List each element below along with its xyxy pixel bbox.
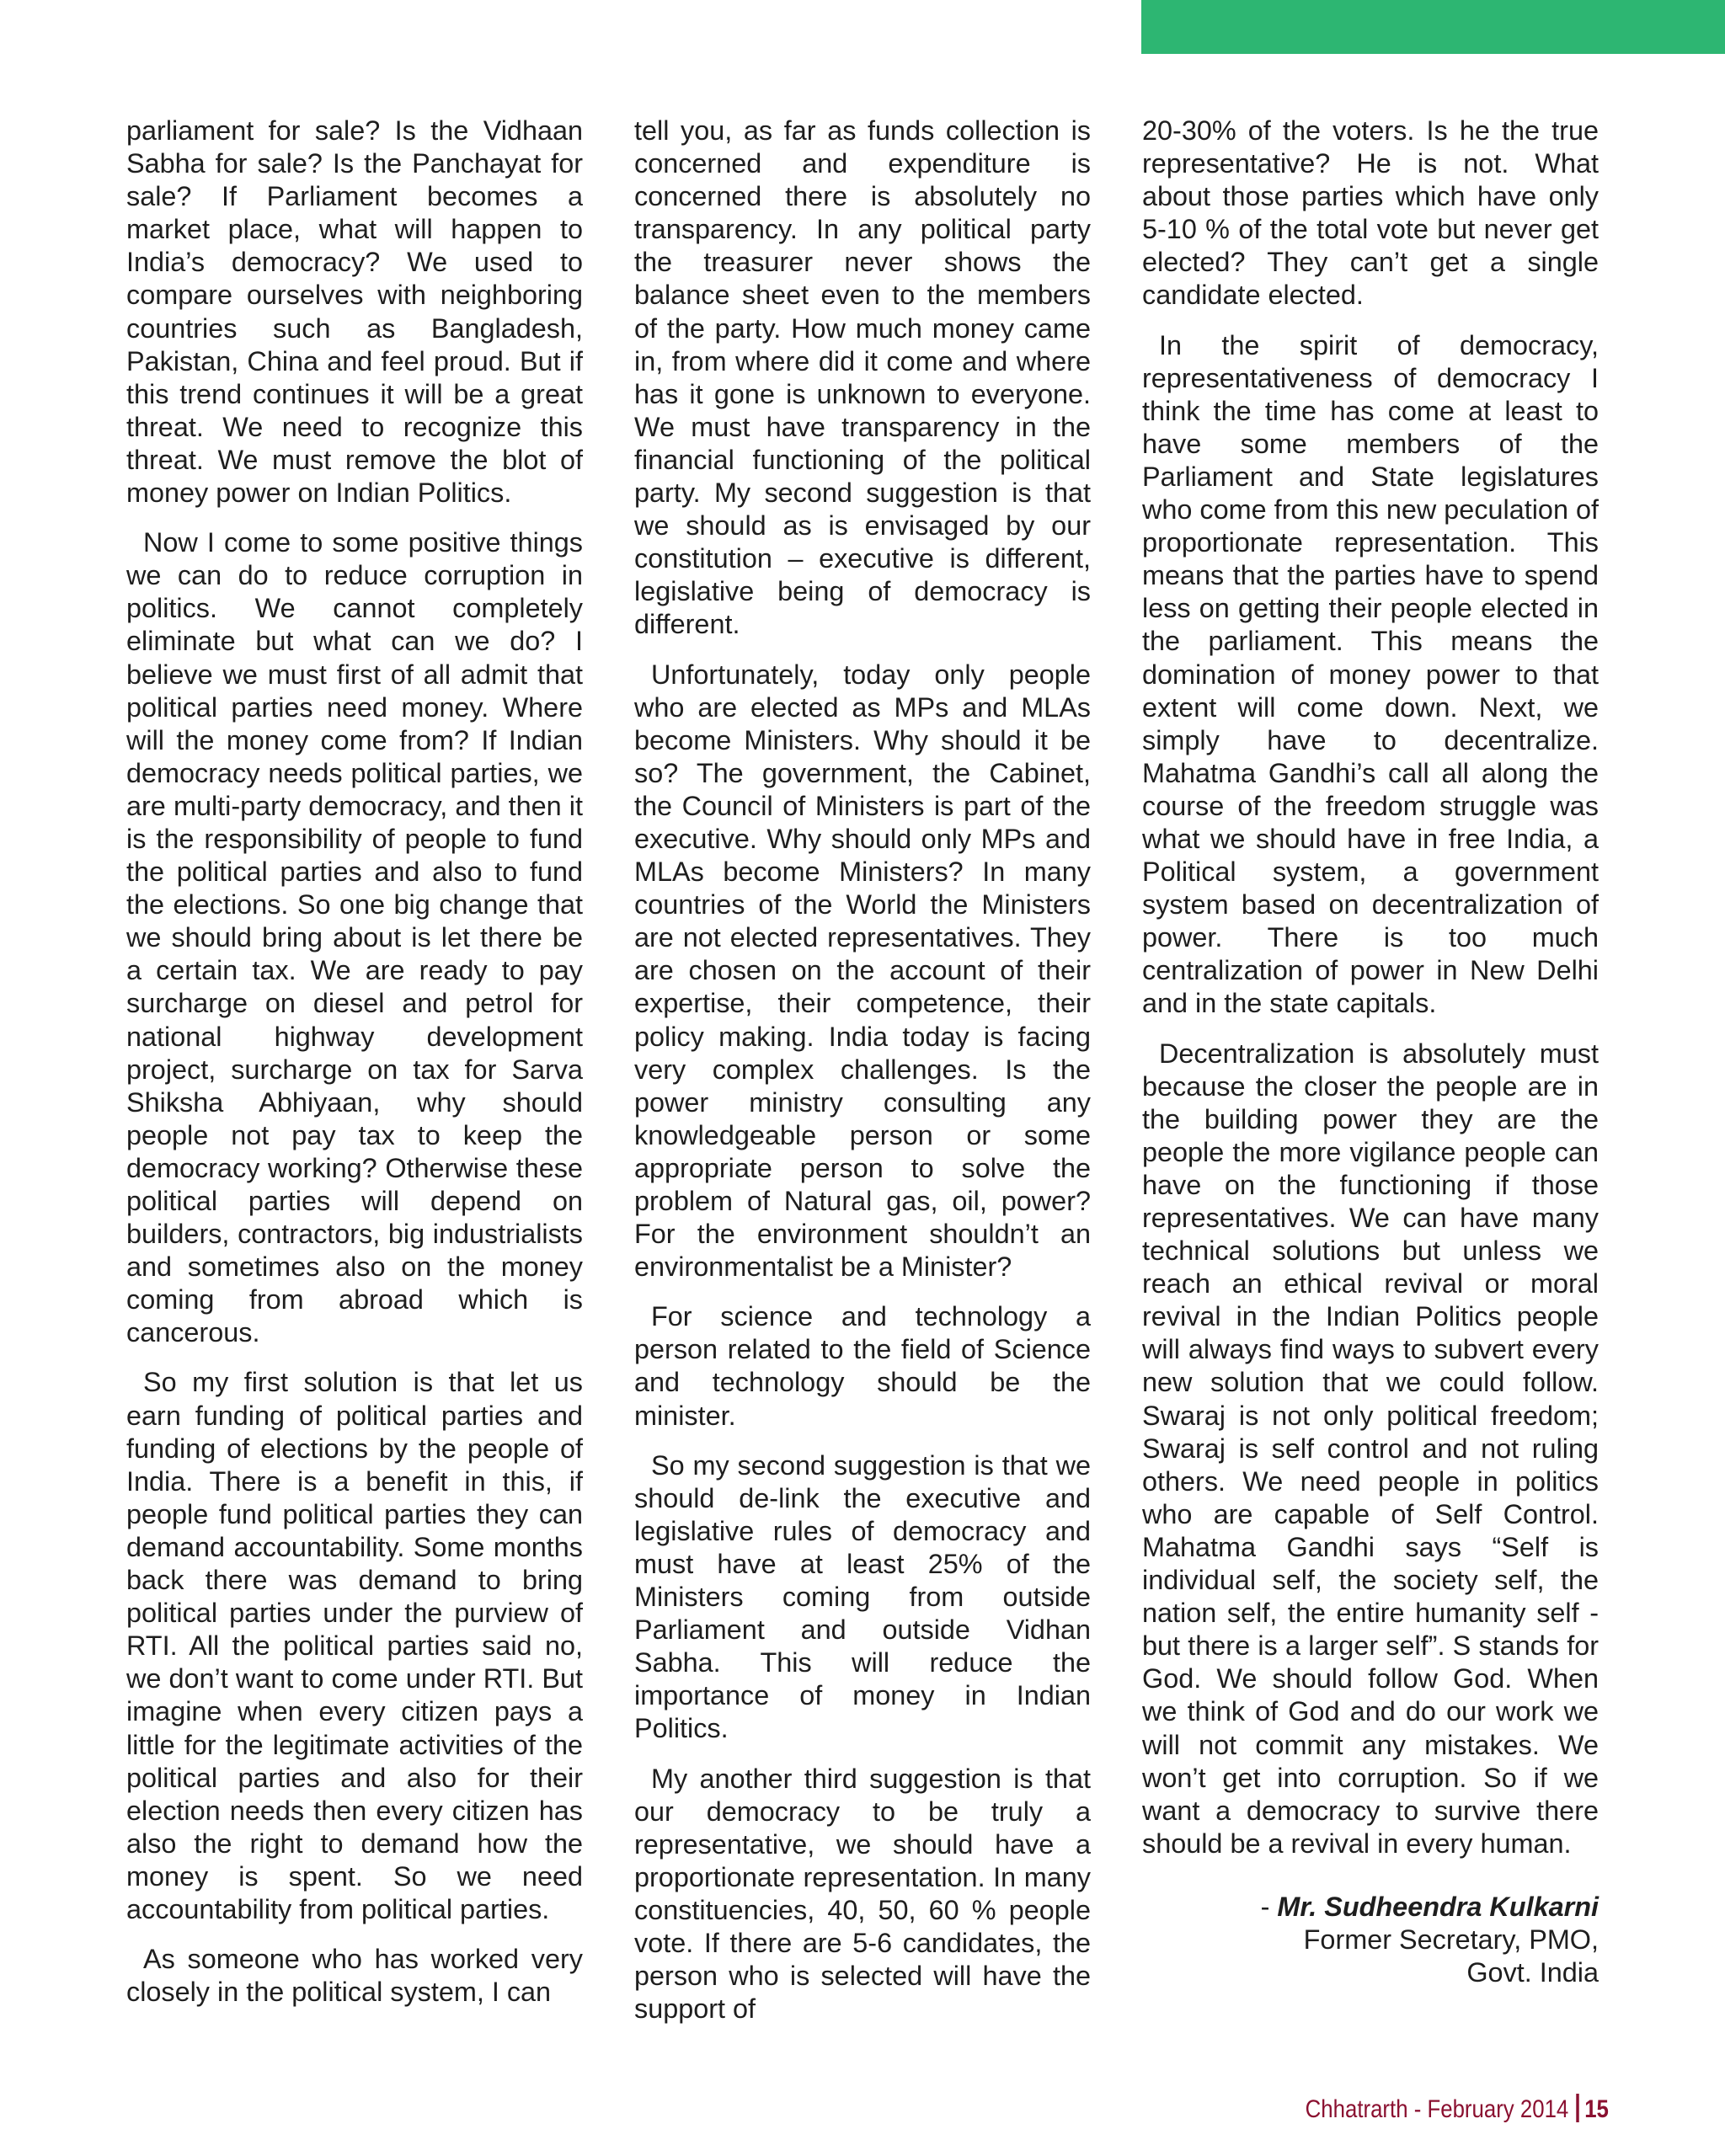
author-signature bbox=[1142, 1891, 1599, 1989]
paragraph: Unfortunately, today only people who are elected as MPs and MLAs become Ministers. Why should it be so? The government, the Cabinet, the Council of Ministers is part of the executive. Why should only MPs and MLAs become Ministers? In many countries of the World the Ministers are not elected representatives. They are chosen on the account of their expertise, their competence, their policy making. India today is facing very complex challenges. Is the power ministry consulting any knowledgeable person or some appropriate person to solve the problem of Natural gas, oil, power? For the environment shouldn’t an environmentalist be a Minister? bbox=[634, 659, 1091, 1283]
page-number: 15 bbox=[1584, 2095, 1609, 2123]
page-footer bbox=[1306, 2094, 1609, 2124]
paragraph: For science and technology a person related to the field of Science and technology should be the minister. bbox=[634, 1301, 1091, 1431]
paragraph: As someone who has worked very closely in the political system, I can bbox=[126, 1944, 583, 2008]
article-column-3 bbox=[1142, 115, 1599, 1989]
article-column-2 bbox=[634, 115, 1091, 2042]
signature-dash: - bbox=[1260, 1891, 1278, 1922]
author-title: Former Secretary, PMO, bbox=[1303, 1924, 1599, 1955]
paragraph: parliament for sale? Is the Vidhaan Sabha for sale? Is the Panchayat for sale? If Parliament becomes a market place, what will happen to India’s democracy? We used to compare ourselves with neighboring countries such as Bangladesh, Pakistan, China and feel proud. But if this trend continues it will be a great threat. We need to recognize this threat. We must remove the blot of money power on Indian Politics. bbox=[126, 115, 583, 509]
author-name: Mr. Sudheendra Kulkarni bbox=[1277, 1891, 1599, 1922]
author-organization: Govt. India bbox=[1466, 1956, 1599, 1988]
header-accent-tab bbox=[1141, 0, 1725, 54]
paragraph: In the spirit of democracy, representativeness of democracy I think the time has come at least to have some members of the Parliament and State legislatures who come from this new peculation of proportionate representation. This means that the parties have to spend less on getting their people elected in the parliament. This means the domination of money power to that extent will come down. Next, we simply have to decentralize. Mahatma Gandhi’s call all along the course of the freedom struggle was what we should have in free India, a Political system, a government system based on decentralization of power. There is too much centralization of power in New Delhi and in the state capitals. bbox=[1142, 329, 1599, 1019]
publication-name: Chhatrarth - February 2014 bbox=[1305, 2095, 1569, 2123]
paragraph: Now I come to some positive things we can do to reduce corruption in politics. We cannot completely eliminate but what can we do? I believe we must first of all admit that political parties need money. Where will the money come from? If Indian democracy needs political parties, we are multi-party democracy, and then it is the responsibility of people to fund the political parties and also to fund the elections. So one big change that we should bring about is let there be a certain tax. We are ready to pay surcharge on diesel and petrol for national highway development project, surcharge on tax for Sarva Shiksha Abhiyaan, why should people not pay tax to keep the democracy working? Otherwise these political parties will depend on builders, contractors, big industrialists and sometimes also on the money coming from abroad which is cancerous. bbox=[126, 527, 583, 1348]
footer-divider bbox=[1576, 2094, 1578, 2122]
paragraph: So my second suggestion is that we should de-link the executive and legislative rules of democracy and must have at least 25% of the Ministers coming from outside Parliament and outside Vidhan Sabha. This will reduce the importance of money in Indian Politics. bbox=[634, 1449, 1091, 1744]
paragraph: Decentralization is absolutely must because the closer the people are in the building power they are the people the more vigilance people can have on the functioning if those representatives. We can have many technical solutions but unless we reach an ethical revival or moral revival in the Indian Politics people will always find ways to subvert every new solution that we could follow. Swaraj is not only political freedom; Swaraj is self control and not ruling others. We need people in politics who are capable of Self Control. Mahatma Gandhi says “Self is individual self, the society self, the nation self, the entire humanity self - but there is a larger self”. S stands for God. We should follow God. When we think of God and do our work we will not commit any mistakes. We won’t get into corruption. So if we want a democracy to survive there should be a revival in every human. bbox=[1142, 1038, 1599, 1859]
paragraph: 20-30% of the voters. Is he the true representative? He is not. What about those parties which have only 5-10 % of the total vote but never get elected? They can’t get a single candidate elected. bbox=[1142, 115, 1599, 311]
article-column-1 bbox=[126, 115, 583, 2025]
paragraph: My another third suggestion is that our democracy to be truly a representative, we should have a proportionate representation. In many constituencies, 40, 50, 60 % people vote. If there are 5-6 candidates, the person who is selected will have the support of bbox=[634, 1763, 1091, 2025]
paragraph: So my first solution is that let us earn funding of political parties and funding of elections by the people of India. There is a benefit in this, if people fund political parties they can demand accountability. Some months back there was demand to bring political parties under the purview of RTI. All the political parties said no, we don’t want to come under RTI. But imagine when every citizen pays a little for the legitimate activities of the political parties and also for their election needs then every citizen has also the right to demand how the money is spent. So we need accountability from political parties. bbox=[126, 1367, 583, 1924]
paragraph: tell you, as far as funds collection is concerned and expenditure is concerned there is absolutely no transparency. In any political party the treasurer never shows the balance sheet even to the members of the party. How much money came in, from where did it come and where has it gone is unknown to everyone. We must have transparency in the financial functioning of the political party. My second suggestion is that we should as is envisaged by our constitution – executive is different, legislative being of democracy is different. bbox=[634, 115, 1091, 640]
